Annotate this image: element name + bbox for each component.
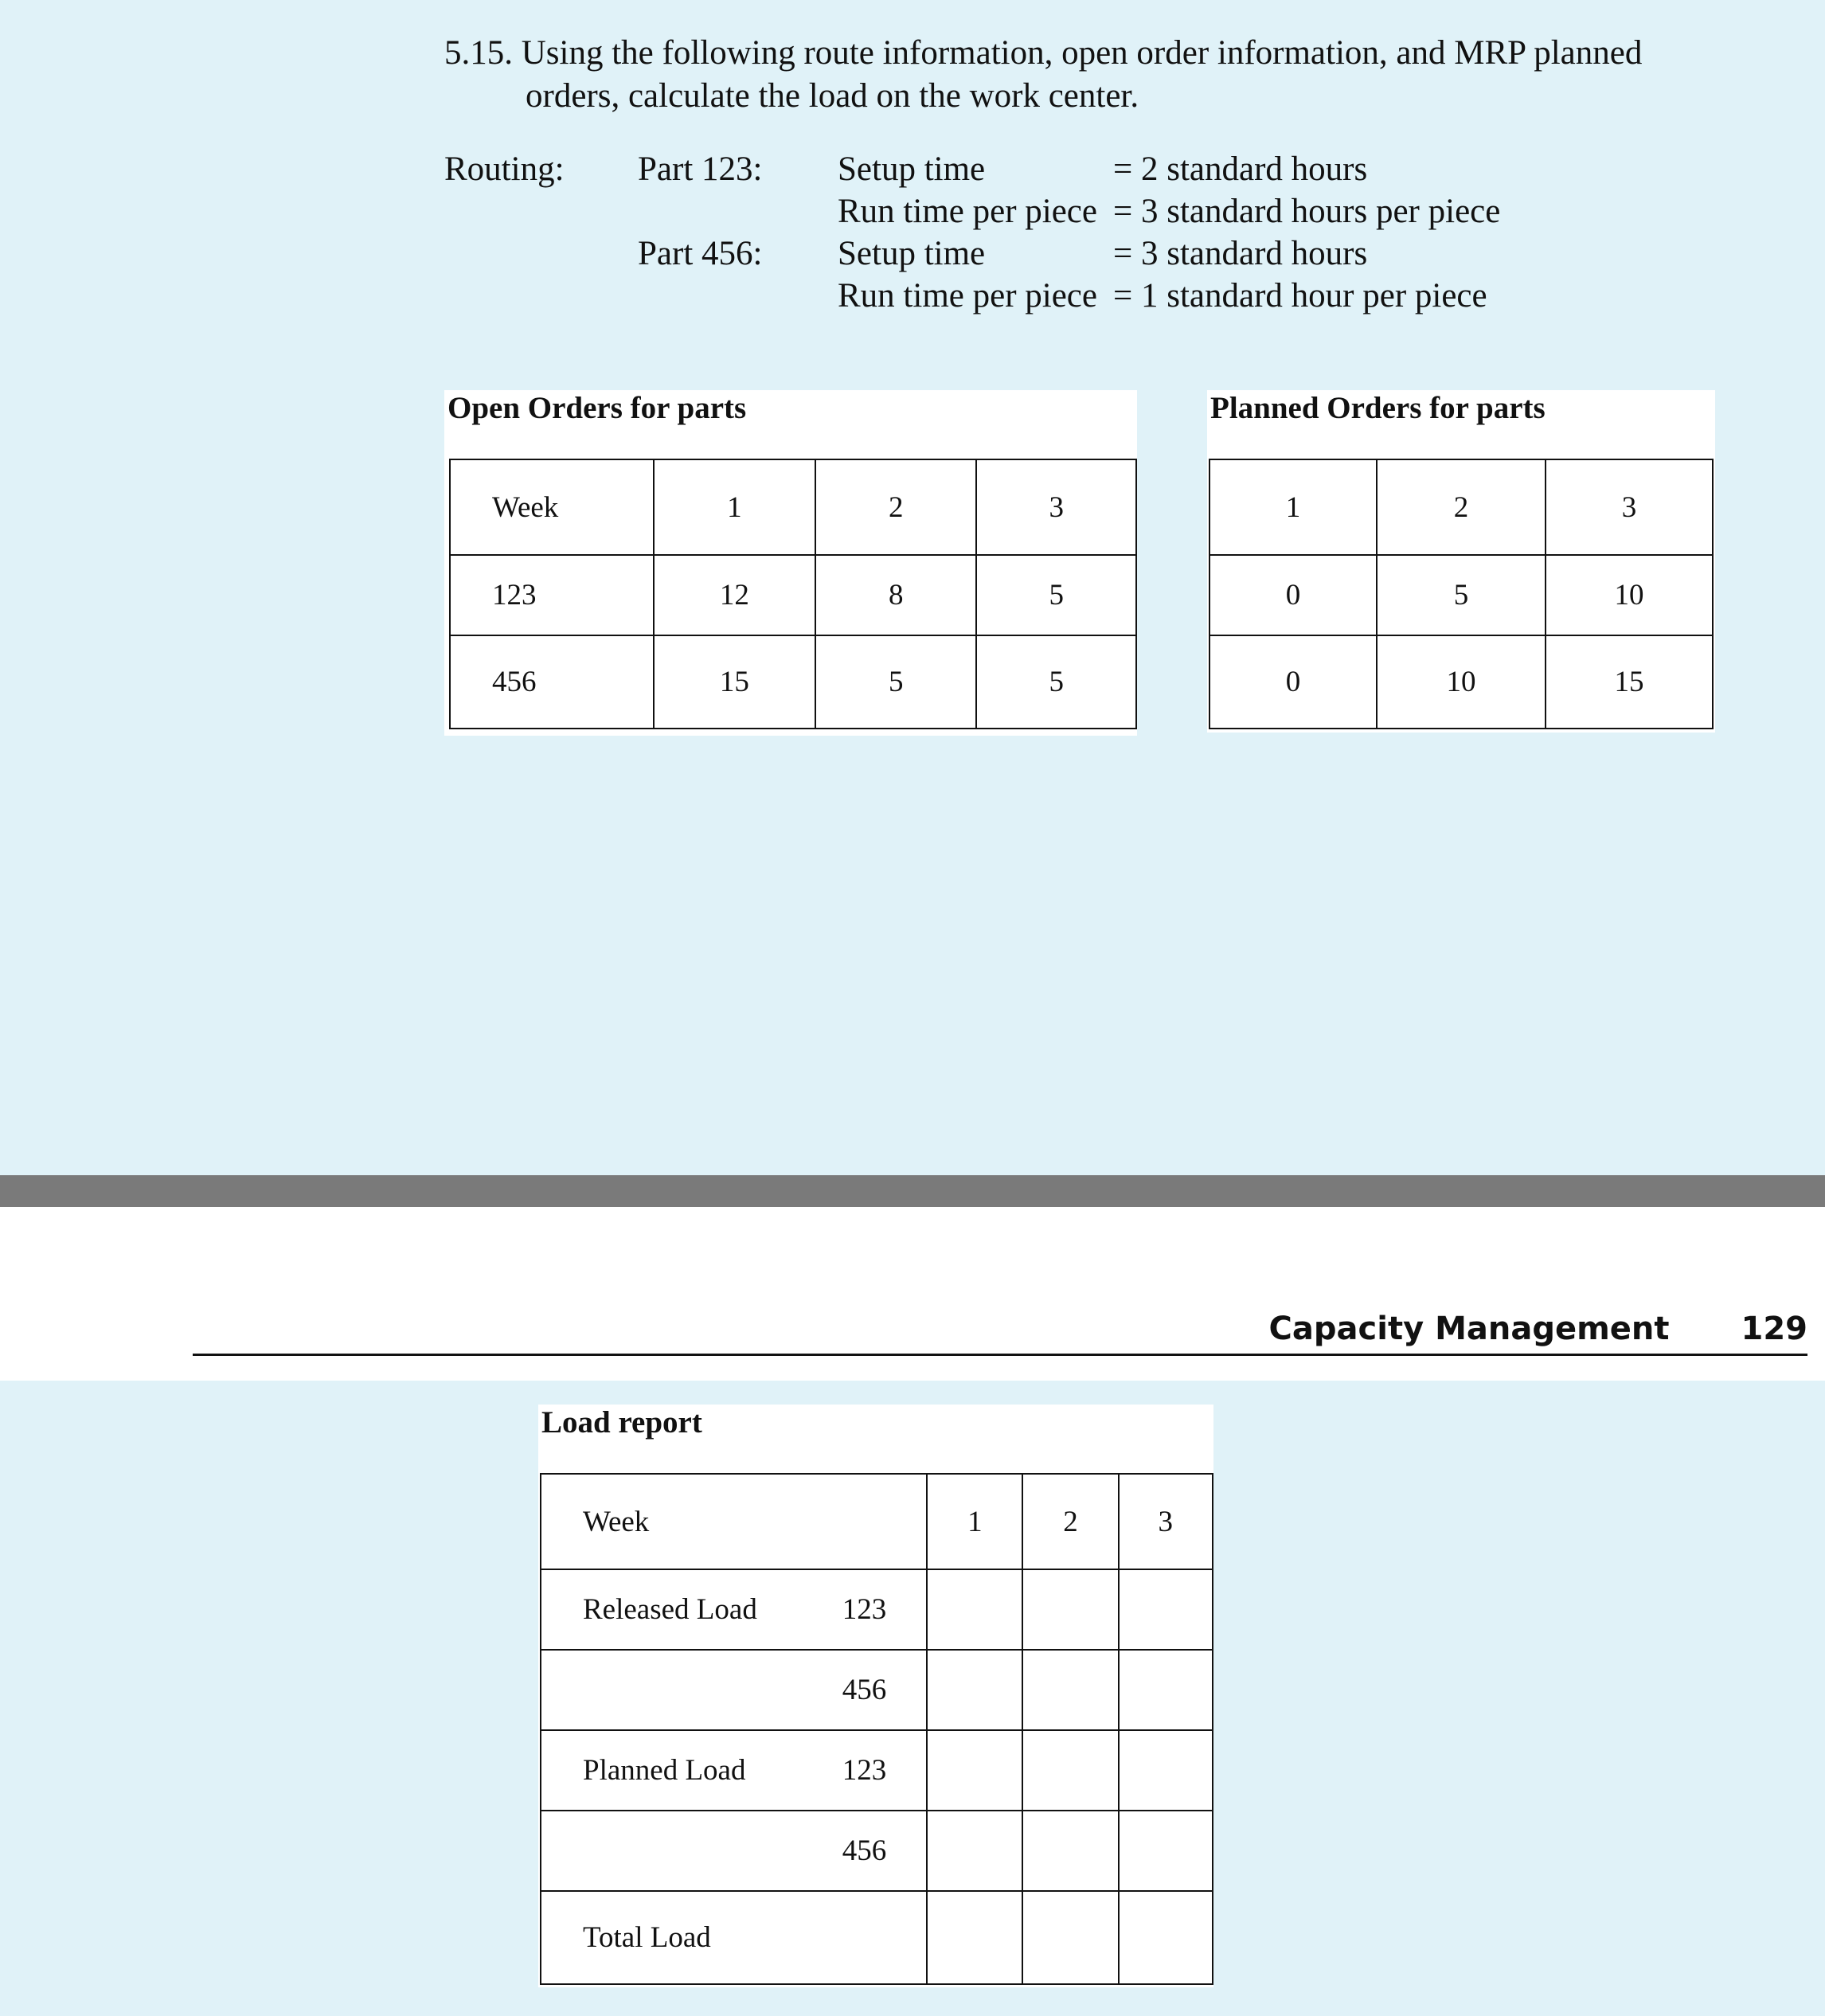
routing-123-setup-value: = 2 standard hours xyxy=(1113,150,1368,188)
table-row xyxy=(541,1730,1213,1811)
table-cell xyxy=(1022,1891,1118,1984)
table-cell xyxy=(1022,1730,1118,1811)
load-report-title: Load report xyxy=(541,1405,702,1440)
table-header-cell: 1 xyxy=(654,459,815,555)
problem-line-1: 5.15. Using the following route information, open order information, and MRP planned xyxy=(444,34,1643,72)
table-row xyxy=(541,1891,1213,1984)
routing-456-setup-name: Setup time xyxy=(838,235,986,272)
routing-123-run-name: Run time per piece xyxy=(838,193,1097,230)
load-row-part xyxy=(836,1891,927,1984)
table-header-cell: 3 xyxy=(1546,459,1713,555)
table-header-cell: 1 xyxy=(1210,459,1377,555)
routing-123-setup-name: Setup time xyxy=(838,150,986,188)
table-cell: 5 xyxy=(976,635,1136,729)
load-row-part: 123 xyxy=(836,1730,927,1811)
running-header xyxy=(193,1306,1807,1356)
load-row-label: Released Load xyxy=(541,1569,836,1650)
table-cell: 10 xyxy=(1377,635,1546,729)
table-cell: 8 xyxy=(815,555,976,635)
table-cell xyxy=(1119,1730,1213,1811)
table-cell: 123 xyxy=(450,555,654,635)
table-cell xyxy=(927,1650,1022,1730)
load-row-label: Total Load xyxy=(541,1891,836,1984)
load-report-section xyxy=(538,1405,1213,1987)
table-cell: 0 xyxy=(1210,555,1377,635)
table-header-cell: 2 xyxy=(1022,1474,1118,1569)
load-row-part: 123 xyxy=(836,1569,927,1650)
routing-label: Routing: xyxy=(444,150,565,188)
planned-orders-section xyxy=(1207,390,1715,733)
running-header-text xyxy=(1269,1311,1807,1347)
table-header-cell: Week xyxy=(450,459,654,555)
table-cell: 12 xyxy=(654,555,815,635)
table-row xyxy=(1210,555,1713,635)
table-cell xyxy=(1119,1811,1213,1891)
problem-line-2: orders, calculate the load on the work center. xyxy=(526,77,1139,115)
table-cell xyxy=(1119,1891,1213,1984)
table-header-cell: 3 xyxy=(1119,1474,1213,1569)
table-cell xyxy=(927,1891,1022,1984)
open-orders-header-row xyxy=(450,459,1136,555)
table-row xyxy=(450,555,1136,635)
open-orders-table xyxy=(449,459,1137,729)
table-cell xyxy=(927,1730,1022,1811)
routing-part-456: Part 456: xyxy=(638,235,763,272)
load-report-header-row xyxy=(541,1474,1213,1569)
routing-123-run-value: = 3 standard hours per piece xyxy=(1113,193,1501,230)
table-cell xyxy=(1022,1569,1118,1650)
routing-part-123: Part 123: xyxy=(638,150,763,188)
table-row xyxy=(541,1569,1213,1650)
table-cell: 15 xyxy=(1546,635,1713,729)
table-row xyxy=(541,1811,1213,1891)
table-cell xyxy=(1022,1650,1118,1730)
table-row xyxy=(541,1650,1213,1730)
open-orders-section xyxy=(444,390,1137,736)
table-header-cell: Week xyxy=(541,1474,927,1569)
page-number: 129 xyxy=(1741,1311,1807,1347)
load-row-part: 456 xyxy=(836,1650,927,1730)
planned-orders-title: Planned Orders for parts xyxy=(1210,391,1546,425)
table-header-cell: 3 xyxy=(976,459,1136,555)
table-cell: 5 xyxy=(1377,555,1546,635)
table-cell xyxy=(927,1811,1022,1891)
table-header-cell: 2 xyxy=(1377,459,1546,555)
load-row-label: Planned Load xyxy=(541,1730,836,1811)
table-header-cell: 1 xyxy=(927,1474,1022,1569)
table-cell: 5 xyxy=(976,555,1136,635)
table-header-cell: 2 xyxy=(815,459,976,555)
table-cell xyxy=(1119,1650,1213,1730)
routing-456-setup-value: = 3 standard hours xyxy=(1113,235,1368,272)
open-orders-title: Open Orders for parts xyxy=(447,391,747,425)
page-divider xyxy=(0,1175,1825,1207)
routing-456-run-value: = 1 standard hour per piece xyxy=(1113,277,1487,315)
table-cell: 5 xyxy=(815,635,976,729)
load-row-part: 456 xyxy=(836,1811,927,1891)
table-cell: 456 xyxy=(450,635,654,729)
table-row xyxy=(450,635,1136,729)
planned-orders-header-row xyxy=(1210,459,1713,555)
table-cell xyxy=(1119,1569,1213,1650)
load-row-label xyxy=(541,1811,836,1891)
table-row xyxy=(1210,635,1713,729)
table-cell: 10 xyxy=(1546,555,1713,635)
routing-456-run-name: Run time per piece xyxy=(838,277,1097,315)
planned-orders-table xyxy=(1209,459,1714,729)
load-report-table xyxy=(540,1473,1213,1985)
table-cell: 0 xyxy=(1210,635,1377,729)
table-cell: 15 xyxy=(654,635,815,729)
table-cell xyxy=(1022,1811,1118,1891)
section-title: Capacity Management xyxy=(1268,1311,1670,1347)
table-cell xyxy=(927,1569,1022,1650)
load-row-label xyxy=(541,1650,836,1730)
